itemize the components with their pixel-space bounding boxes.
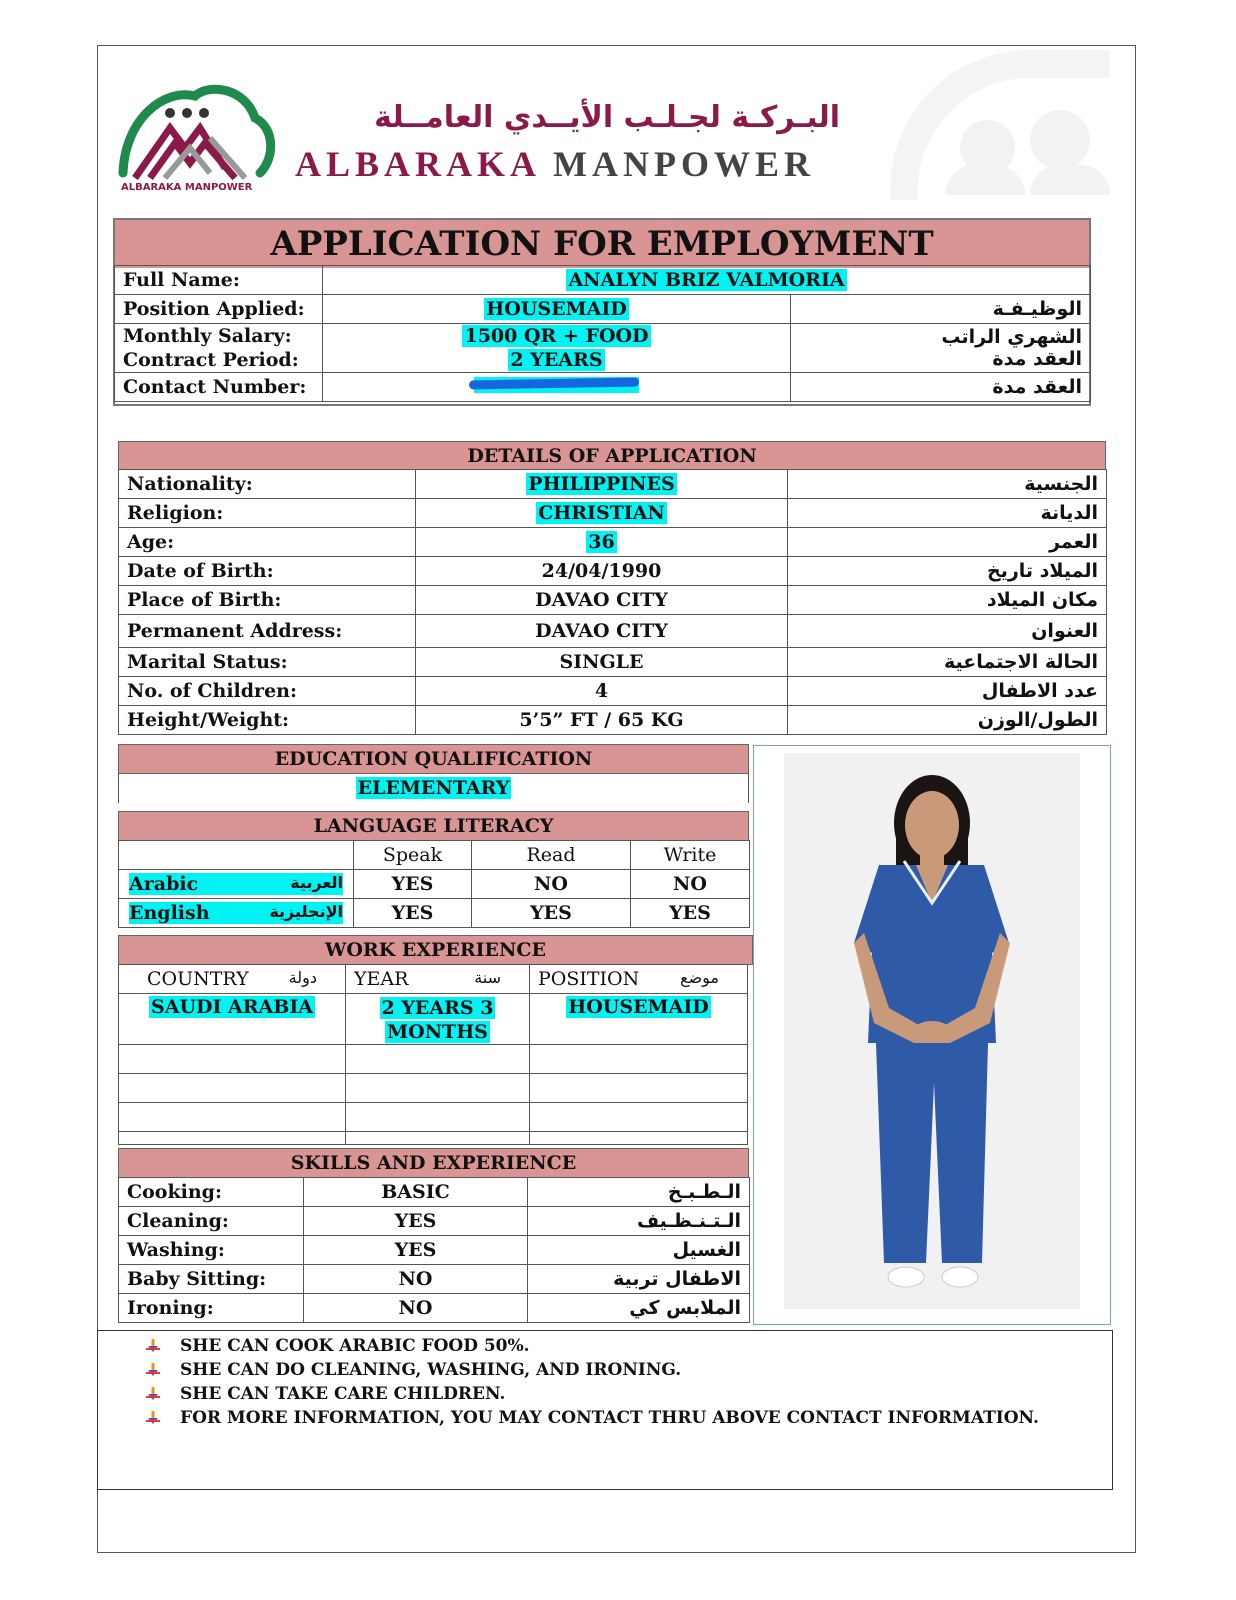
detail-value-cell	[416, 586, 788, 615]
position-value: HOUSEMAID	[486, 298, 627, 320]
applicant-photo-frame	[753, 745, 1111, 1325]
detail-value-cell	[416, 706, 788, 735]
work-header-en: COUNTRY	[146, 968, 249, 990]
skill-label: Cooking:	[119, 1178, 304, 1207]
skill-value: NO	[304, 1265, 528, 1294]
table-row	[119, 648, 1107, 677]
work-year-line1: 2 YEARS 3	[381, 997, 494, 1019]
company-name-part2: MANPOWER	[553, 144, 816, 184]
detail-label: No. of Children:	[119, 677, 416, 706]
column-header: Write	[631, 841, 750, 870]
skill-arabic-label: الـطـبـخ	[528, 1178, 750, 1207]
work-header-en: YEAR	[354, 968, 409, 990]
language-read: NO	[472, 870, 631, 899]
detail-arabic-label: مكان الميلاد	[788, 586, 1107, 615]
work-header-ar: سنة	[474, 968, 501, 987]
language-cell	[119, 870, 354, 899]
work-table	[118, 964, 748, 1145]
salary-value: 1500 QR + FOOD	[464, 325, 649, 347]
work-country-cell	[119, 994, 346, 1045]
skills-title: SKILLS AND EXPERIENCE	[118, 1148, 749, 1178]
salary-arabic: الشهري الراتب	[941, 326, 1083, 348]
work-header	[530, 965, 748, 994]
table-row	[119, 841, 750, 870]
detail-value-cell	[416, 648, 788, 677]
logo-caption: ALBARAKA MANPOWER	[121, 182, 253, 193]
form-value	[323, 324, 791, 373]
work-position: HOUSEMAID	[568, 996, 709, 1018]
table-row	[119, 528, 1107, 557]
skill-arabic-label: الملابس كي	[528, 1294, 750, 1323]
detail-value-cell	[416, 470, 788, 499]
bullet-arrow-icon	[145, 1386, 161, 1402]
work-title: WORK EXPERIENCE	[118, 935, 753, 965]
form-value	[323, 266, 1091, 295]
language-write: NO	[631, 870, 750, 899]
table-row	[119, 1045, 748, 1074]
details-title: DETAILS OF APPLICATION	[118, 441, 1106, 470]
skill-label: Baby Sitting:	[119, 1265, 304, 1294]
detail-arabic-label: الحالة الاجتماعية	[788, 648, 1107, 677]
table-row	[119, 1294, 750, 1323]
detail-arabic-label: عدد الاطفال	[788, 677, 1107, 706]
form-label	[115, 324, 323, 373]
detail-value: SINGLE	[559, 651, 644, 673]
table-row	[115, 324, 1091, 373]
work-header	[119, 965, 346, 994]
form-arabic-label: الوظيـفـة	[791, 295, 1091, 324]
skill-label: Washing:	[119, 1236, 304, 1265]
applicant-photo	[784, 753, 1080, 1309]
table-row	[119, 1178, 750, 1207]
education-title: EDUCATION QUALIFICATION	[118, 744, 749, 774]
education-value: ELEMENTARY	[357, 777, 510, 799]
detail-arabic-label: الطول/الوزن	[788, 706, 1107, 735]
work-header-en: POSITION	[538, 968, 640, 990]
bullet-arrow-icon	[145, 1362, 161, 1378]
table-row	[119, 677, 1107, 706]
form-value	[323, 295, 791, 324]
skill-label: Cleaning:	[119, 1207, 304, 1236]
language-speak: YES	[354, 870, 472, 899]
table-row	[119, 706, 1107, 735]
work-header-ar: دولة	[288, 968, 317, 987]
table-row	[119, 1265, 750, 1294]
skill-value: BASIC	[304, 1178, 528, 1207]
skill-arabic-label: الـتـنـظـيف	[528, 1207, 750, 1236]
work-country: SAUDI ARABIA	[151, 996, 313, 1018]
contact-value-redacted	[323, 373, 791, 402]
column-header: Read	[472, 841, 631, 870]
detail-value-cell	[416, 677, 788, 706]
detail-label: Marital Status:	[119, 648, 416, 677]
detail-value: 5’5” FT / 65 KG	[519, 709, 684, 731]
bullet-arrow-icon	[145, 1410, 161, 1426]
skill-value: YES	[304, 1207, 528, 1236]
table-row	[115, 373, 1091, 402]
company-name-part1: ALBARAKA	[295, 144, 540, 184]
language-arabic: العربية	[290, 873, 343, 892]
skill-arabic-label: الغسيل	[528, 1236, 750, 1265]
form-arabic-label	[791, 324, 1091, 373]
detail-value-cell	[416, 499, 788, 528]
detail-label: Religion:	[119, 499, 416, 528]
detail-value: PHILIPPINES	[528, 473, 675, 495]
table-row	[115, 295, 1091, 324]
note-item: SHE CAN DO CLEANING, WASHING, AND IRONING.	[180, 1360, 682, 1380]
company-name-english	[295, 143, 815, 185]
contract-value: 2 YEARS	[510, 349, 603, 371]
form-label: Contact Number:	[115, 373, 323, 402]
table-row	[119, 1074, 748, 1103]
detail-arabic-label: الميلاد تاريخ	[788, 557, 1107, 586]
note-item: SHE CAN TAKE CARE CHILDREN.	[180, 1384, 506, 1404]
detail-value: CHRISTIAN	[538, 502, 665, 524]
language-read: YES	[472, 899, 631, 928]
table-row	[119, 499, 1107, 528]
company-name-arabic: البـركـة لجـلـب الأيــدي العامــلة	[374, 100, 840, 135]
work-header	[346, 965, 530, 994]
detail-value-cell	[416, 557, 788, 586]
company-logo	[115, 78, 275, 198]
language-cell	[119, 899, 354, 928]
form-label: Full Name:	[115, 266, 323, 295]
table-row	[119, 470, 1107, 499]
bullet-arrow-icon	[145, 1338, 161, 1354]
detail-arabic-label: الجنسية	[788, 470, 1107, 499]
detail-label: Date of Birth:	[119, 557, 416, 586]
detail-value-cell	[416, 615, 788, 648]
note-item: SHE CAN COOK ARABIC FOOD 50%.	[180, 1336, 530, 1356]
table-row	[119, 965, 748, 994]
language-write: YES	[631, 899, 750, 928]
table-row	[119, 1132, 748, 1145]
contract-arabic: العقد مدة	[992, 348, 1083, 370]
table-row	[119, 870, 750, 899]
contract-label: Contract Period:	[123, 349, 299, 371]
education-box	[118, 773, 749, 803]
detail-label: Height/Weight:	[119, 706, 416, 735]
table-row	[119, 586, 1107, 615]
skill-arabic-label: الاطفال تربية	[528, 1265, 750, 1294]
detail-value: 36	[588, 531, 615, 553]
salary-label: Monthly Salary:	[123, 325, 292, 347]
skill-label: Ironing:	[119, 1294, 304, 1323]
work-year-cell	[346, 994, 530, 1045]
detail-value: DAVAO CITY	[535, 620, 668, 642]
table-row	[119, 994, 748, 1045]
language-empty-header	[119, 841, 354, 870]
detail-value: 4	[594, 680, 609, 702]
language-name: English	[129, 902, 210, 924]
detail-label: Place of Birth:	[119, 586, 416, 615]
language-speak: YES	[354, 899, 472, 928]
detail-value: 24/04/1990	[541, 560, 662, 582]
form-title: APPLICATION FOR EMPLOYMENT	[115, 220, 1089, 268]
work-header-ar: موضع	[680, 968, 719, 987]
form-label: Position Applied:	[115, 295, 323, 324]
language-name: Arabic	[129, 873, 199, 895]
form-table	[114, 265, 1091, 402]
detail-value-cell	[416, 528, 788, 557]
language-title: LANGUAGE LITERACY	[118, 811, 749, 841]
table-row	[119, 899, 750, 928]
language-arabic: الإنجليزية	[269, 902, 343, 921]
work-position-cell	[530, 994, 748, 1045]
detail-arabic-label: الديانة	[788, 499, 1107, 528]
table-row	[119, 615, 1107, 648]
table-row	[115, 266, 1091, 295]
table-row	[119, 1207, 750, 1236]
detail-label: Permanent Address:	[119, 615, 416, 648]
table-row	[119, 557, 1107, 586]
language-table	[118, 840, 750, 928]
note-item: FOR MORE INFORMATION, YOU MAY CONTACT THRU ABOVE CONTACT INFORMATION.	[180, 1408, 1039, 1428]
skill-value: NO	[304, 1294, 528, 1323]
column-header: Speak	[354, 841, 472, 870]
work-year-line2: MONTHS	[387, 1021, 488, 1043]
form-arabic-label: العقد مدة	[791, 373, 1091, 402]
detail-label: Nationality:	[119, 470, 416, 499]
detail-label: Age:	[119, 528, 416, 557]
detail-arabic-label: العمر	[788, 528, 1107, 557]
full-name-value: ANALYN BRIZ VALMORIA	[568, 269, 845, 291]
table-row	[119, 1236, 750, 1265]
detail-value: DAVAO CITY	[535, 589, 668, 611]
details-table	[118, 469, 1107, 735]
skill-value: YES	[304, 1236, 528, 1265]
skills-table	[118, 1177, 750, 1323]
table-row	[119, 1103, 748, 1132]
detail-arabic-label: العنوان	[788, 615, 1107, 648]
